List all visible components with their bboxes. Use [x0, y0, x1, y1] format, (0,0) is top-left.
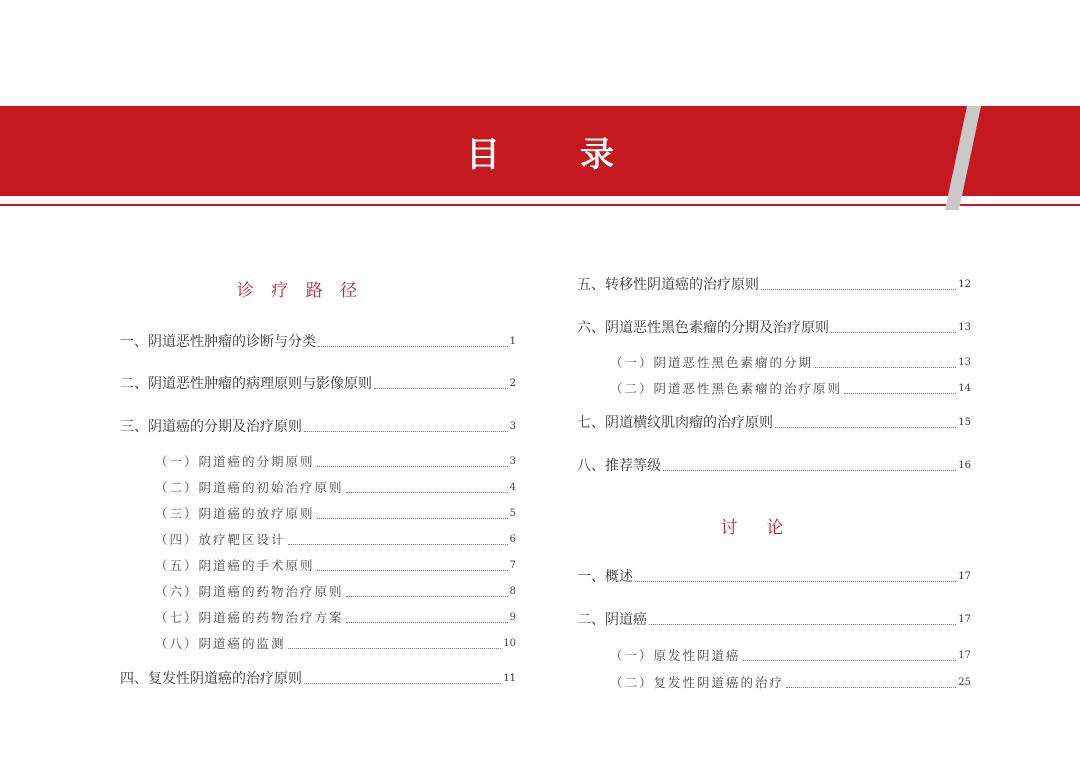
toc-entry[interactable]	[577, 611, 971, 629]
leader-dots	[786, 687, 956, 688]
section-heading-diagnosis-pathway: 诊 疗 路 径	[236, 281, 364, 301]
toc-subentry[interactable]	[610, 380, 971, 398]
leader-dots	[288, 648, 502, 649]
toc-entry-label: （一）阴道恶性黑色素瘤的分期	[610, 355, 814, 370]
toc-entry-label: （三）阴道癌的放疗原则	[155, 506, 315, 521]
leader-dots	[635, 581, 956, 582]
toc-entry-label: （四）放疗靶区设计	[155, 532, 286, 547]
toc-entry-page: 3	[509, 421, 516, 432]
toc-entry-label: 八、推荐等级	[577, 458, 661, 474]
toc-subentry[interactable]	[610, 674, 971, 692]
title-char-1: 目	[466, 134, 500, 175]
toc-subentry[interactable]	[155, 635, 516, 653]
toc-entry[interactable]	[577, 414, 971, 432]
leader-dots	[346, 492, 508, 493]
toc-entry-page: 13	[958, 322, 971, 333]
toc-entry-label: 二、阴道恶性肿瘤的病理原则与影像原则	[120, 376, 372, 392]
toc-entry[interactable]	[120, 418, 516, 436]
toc-entry-label: （一）原发性阴道癌	[610, 648, 741, 663]
toc-entry-label: （二）复发性阴道癌的治疗	[610, 675, 785, 690]
toc-entry-label: 三、阴道癌的分期及治疗原则	[120, 419, 302, 435]
toc-entry[interactable]	[577, 319, 971, 337]
leader-dots	[374, 388, 508, 389]
toc-entry-page: 8	[509, 586, 516, 597]
toc-entry-page: 15	[958, 417, 971, 428]
toc-entry[interactable]	[577, 457, 971, 475]
toc-entry-page: 13	[958, 357, 971, 368]
page-title	[0, 106, 1080, 196]
leader-dots	[317, 518, 508, 519]
toc-entry-page: 12	[958, 279, 971, 290]
toc-entry-page: 9	[509, 612, 516, 623]
toc-entry-page: 6	[509, 534, 516, 545]
toc-entry-page: 17	[958, 571, 971, 582]
toc-entry-label: （六）阴道癌的药物治疗原则	[155, 584, 344, 599]
toc-entry-page: 1	[509, 336, 516, 347]
leader-dots	[304, 431, 508, 432]
leader-dots	[663, 470, 956, 471]
toc-entry-page: 10	[503, 638, 516, 649]
toc-entry-label: 二、阴道癌	[577, 612, 647, 628]
leader-dots	[318, 346, 508, 347]
toc-entry-label: 七、阴道横纹肌肉瘤的治疗原则	[577, 415, 773, 431]
toc-entry-label: 五、转移性阴道癌的治疗原则	[577, 277, 759, 293]
toc-subentry[interactable]	[155, 557, 516, 575]
title-char-2: 录	[580, 134, 614, 175]
leader-dots	[317, 466, 508, 467]
leader-dots	[346, 596, 508, 597]
toc-entry-label: 一、阴道恶性肿瘤的诊断与分类	[120, 334, 316, 350]
leader-dots	[288, 544, 508, 545]
toc-subentry[interactable]	[155, 531, 516, 549]
toc-entry-page: 2	[509, 378, 516, 389]
toc-entry-page: 3	[509, 456, 516, 467]
toc-subentry[interactable]	[610, 354, 971, 372]
toc-subentry[interactable]	[155, 583, 516, 601]
toc-entry-label: （一）阴道癌的分期原则	[155, 454, 315, 469]
leader-dots	[815, 367, 956, 368]
toc-entry[interactable]	[120, 670, 516, 688]
toc-subentry[interactable]	[155, 609, 516, 627]
toc-entry-page: 5	[509, 508, 516, 519]
leader-dots	[775, 427, 956, 428]
section-heading-discussion: 讨 论	[720, 518, 790, 538]
toc-entry-page: 17	[958, 614, 971, 625]
toc-subentry[interactable]	[155, 479, 516, 497]
header-underline	[0, 204, 1080, 206]
leader-dots	[317, 570, 508, 571]
toc-subentry[interactable]	[155, 453, 516, 471]
toc-entry-page: 7	[509, 560, 516, 571]
toc-entry-label: （五）阴道癌的手术原则	[155, 558, 315, 573]
leader-dots	[831, 332, 956, 333]
leader-dots	[761, 289, 956, 290]
toc-entry[interactable]	[577, 276, 971, 294]
toc-entry-page: 11	[503, 673, 516, 684]
toc-entry-label: （七）阴道癌的药物治疗方案	[155, 610, 344, 625]
toc-entry-label: （二）阴道癌的初始治疗原则	[155, 480, 344, 495]
toc-entry-label: 四、复发性阴道癌的治疗原则	[120, 671, 302, 687]
leader-dots	[649, 624, 956, 625]
toc-subentry[interactable]	[610, 647, 971, 665]
toc-entry[interactable]	[577, 568, 971, 586]
toc-entry[interactable]	[120, 333, 516, 351]
toc-entry-label: 六、阴道恶性黑色素瘤的分期及治疗原则	[577, 320, 829, 336]
leader-dots	[743, 660, 957, 661]
toc-entry-page: 14	[958, 383, 971, 394]
toc-entry-page: 17	[958, 650, 971, 661]
toc-entry-page: 25	[958, 677, 971, 688]
leader-dots	[304, 683, 501, 684]
toc-entry-page: 4	[509, 482, 516, 493]
toc-entry-label: （八）阴道癌的监测	[155, 636, 286, 651]
toc-entry[interactable]	[120, 375, 516, 393]
toc-entry-label: （二）阴道恶性黑色素瘤的治疗原则	[610, 381, 843, 396]
toc-subentry[interactable]	[155, 505, 516, 523]
leader-dots	[346, 622, 508, 623]
leader-dots	[844, 393, 956, 394]
toc-entry-page: 16	[958, 460, 971, 471]
toc-entry-label: 一、概述	[577, 569, 633, 585]
